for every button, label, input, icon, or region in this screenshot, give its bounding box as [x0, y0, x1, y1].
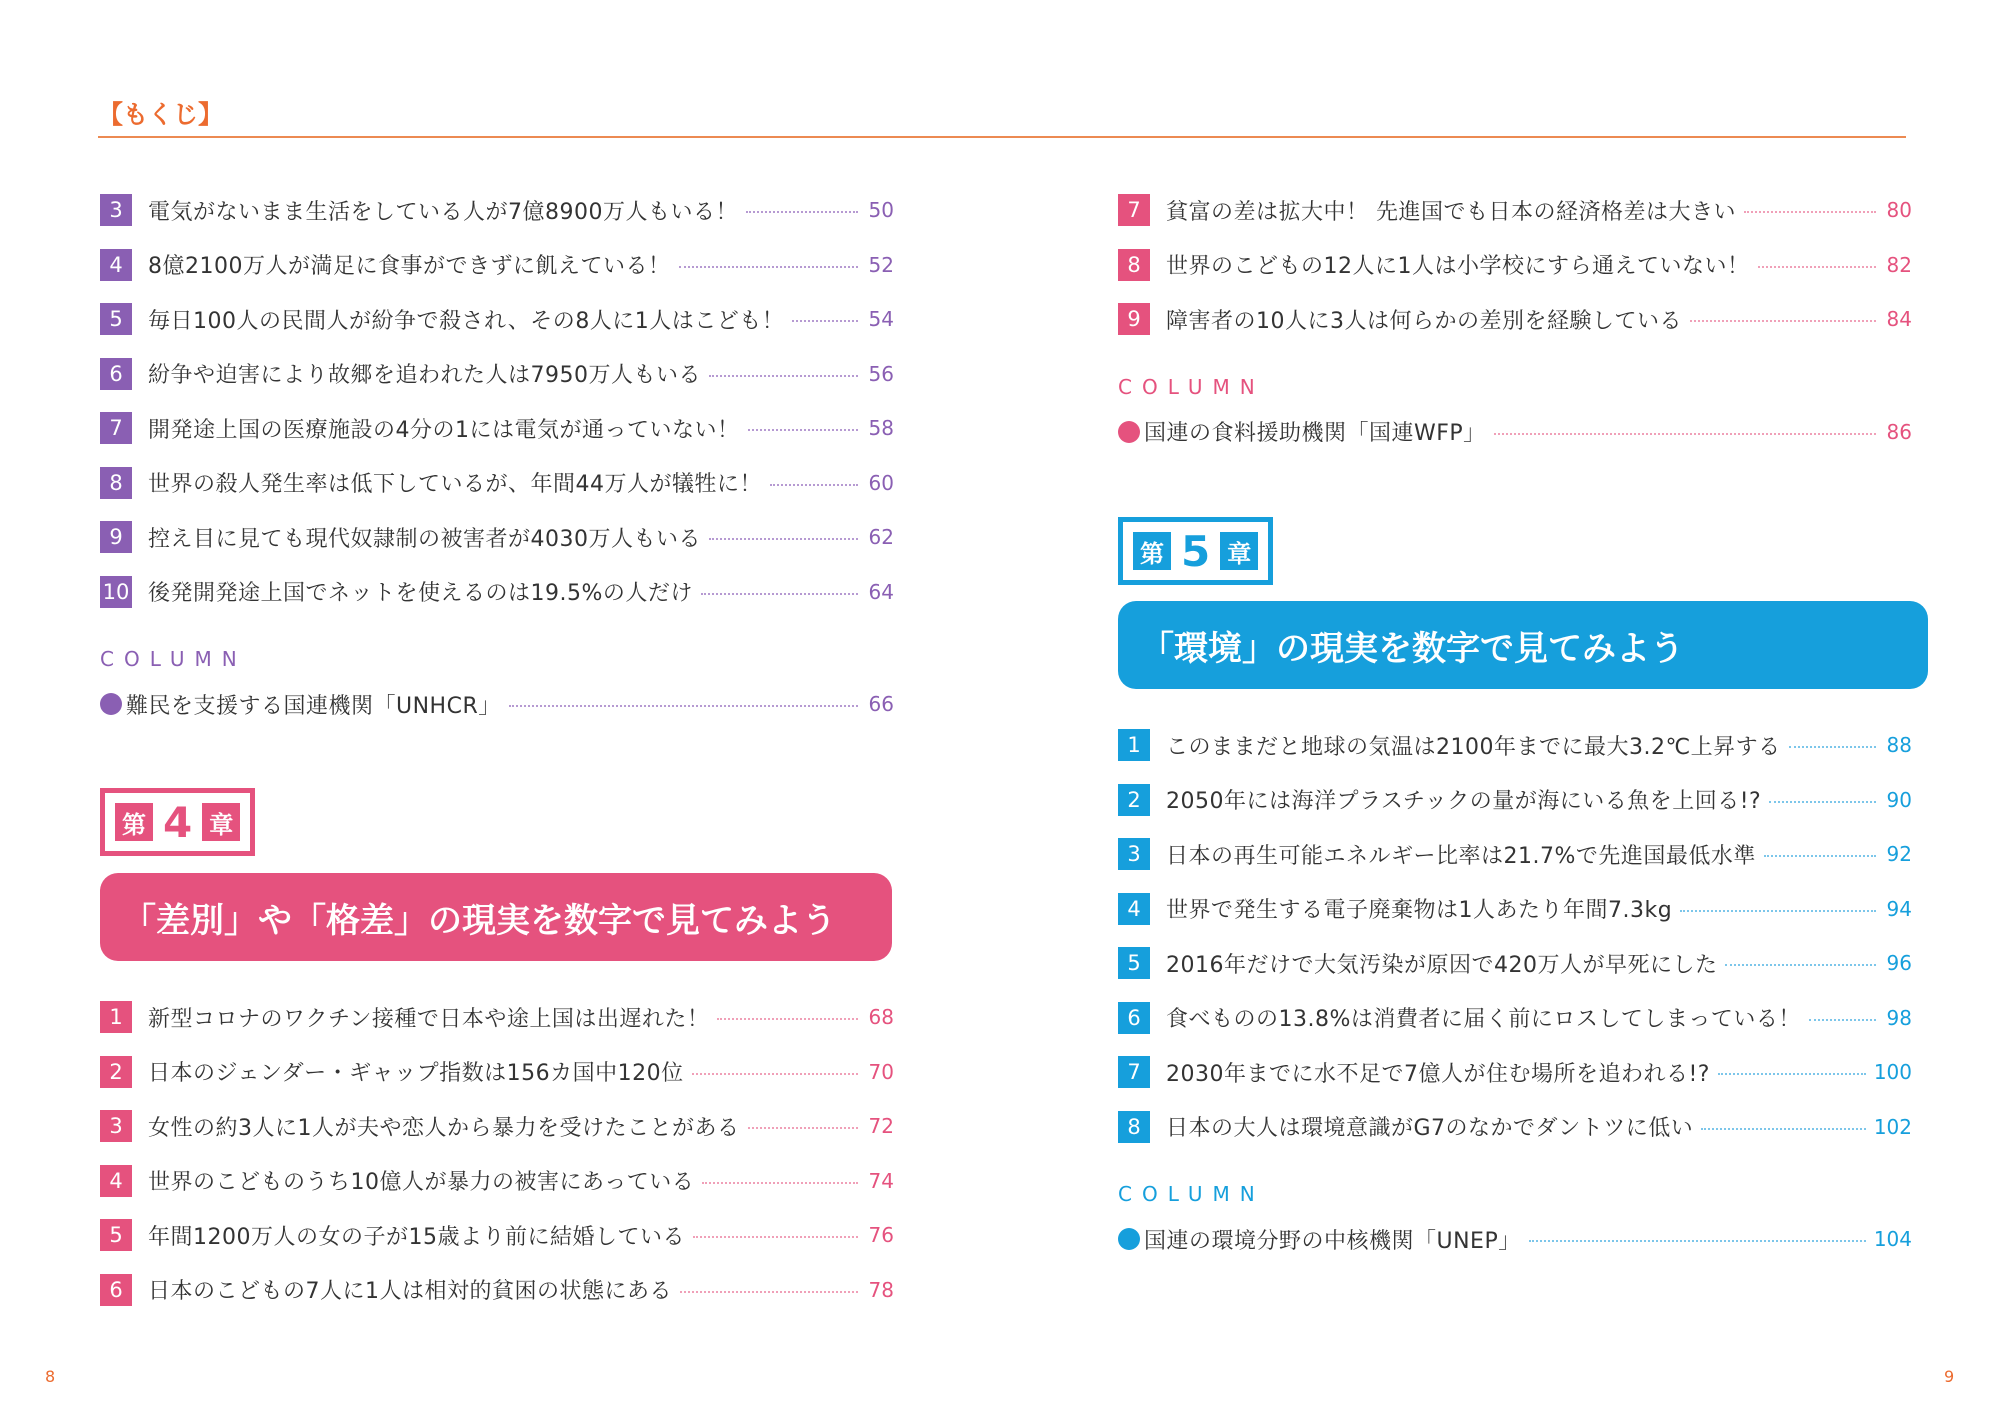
leader-dots [693, 1236, 858, 1238]
entry-number: 7 [1118, 1056, 1150, 1088]
left-page-number: 8 [45, 1367, 56, 1386]
entry-number: 1 [100, 1001, 132, 1033]
entry-number: 10 [100, 576, 132, 608]
entry-page: 88 [1886, 733, 1912, 758]
leader-dots [709, 375, 858, 377]
entry-number: 7 [100, 412, 132, 444]
entry-number: 8 [1118, 1111, 1150, 1143]
entry-page: 68 [868, 1005, 894, 1030]
entry-page: 90 [1886, 787, 1912, 812]
entry-number: 5 [1118, 947, 1150, 979]
chapter5-list [1118, 718, 1912, 1264]
entry-title: 毎日100人の民間人が紛争で殺され、その8人に1人はこども！ [148, 308, 785, 334]
chapter-prefix: 第 [115, 803, 153, 841]
leader-dots [1529, 1240, 1866, 1242]
entry-title: 新型コロナのワクチン接種で日本や途上国は出遅れた！ [148, 1006, 710, 1032]
leader-dots [1744, 211, 1876, 213]
entry-title: このままだと地球の気温は2100年までに最大3.2℃上昇する [1166, 734, 1781, 760]
leader-dots [1494, 433, 1876, 435]
column-page: 86 [1886, 419, 1912, 444]
entry-title: 日本のジェンダー・ギャップ指数は156カ国中120位 [148, 1061, 684, 1087]
entry-number: 6 [1118, 1002, 1150, 1034]
entry-number: 4 [100, 1165, 132, 1197]
chapter-suffix: 章 [1220, 532, 1258, 570]
column-label: COLUMN [1118, 1182, 1265, 1206]
leader-dots [1758, 266, 1877, 268]
entry-title: 開発途上国の医療施設の4分の1には電気が通っていない！ [148, 417, 740, 443]
entry-number: 9 [100, 521, 132, 553]
entry-page: 102 [1873, 1114, 1912, 1139]
entry-title: 世界のこどもの12人に1人は小学校にすら通えていない！ [1166, 254, 1750, 280]
entry-number: 5 [100, 1219, 132, 1251]
column-label: COLUMN [1118, 374, 1265, 399]
entry-title: 障害者の10人に3人は何らかの差別を経験している [1166, 308, 1682, 334]
entry-title: 2050年には海洋プラスチックの量が海にいる魚を上回る!? [1166, 789, 1762, 815]
entry-page: 70 [868, 1059, 894, 1084]
leader-dots [748, 1127, 859, 1129]
toc-entry[interactable] [1118, 991, 1912, 1046]
entry-page: 94 [1886, 896, 1912, 921]
column-title: 国連の食料援助機関「国連WFP」 [1144, 421, 1486, 446]
bullet-dot-icon [1118, 1228, 1140, 1250]
column-label: COLUMN [100, 647, 247, 671]
entry-number: 2 [100, 1056, 132, 1088]
entry-number: 4 [100, 249, 132, 281]
toc-entry[interactable] [100, 183, 894, 238]
leader-dots [1809, 1019, 1876, 1021]
toc-entry[interactable] [1118, 1045, 1912, 1100]
toc-entry[interactable] [1118, 882, 1912, 937]
leader-dots [679, 266, 859, 268]
entry-page: 74 [868, 1168, 894, 1193]
chapter-number: 5 [1181, 526, 1211, 576]
entry-page: 62 [868, 525, 894, 550]
column-entry[interactable] [100, 679, 894, 729]
leader-dots [717, 1018, 858, 1020]
entry-title: 日本のこどもの7人に1人は相対的貧困の状態にある [148, 1279, 672, 1305]
toc-entry[interactable] [1118, 183, 1912, 238]
entry-number: 1 [1118, 729, 1150, 761]
right-page-number: 9 [1944, 1367, 1955, 1386]
entry-page: 54 [868, 307, 894, 332]
leader-dots [1764, 855, 1876, 857]
column-title: 難民を支援する国連機関「UNHCR」 [126, 693, 501, 719]
leader-dots [702, 1182, 858, 1184]
entry-number: 8 [100, 467, 132, 499]
entry-page: 60 [868, 470, 894, 495]
entry-page: 58 [868, 416, 894, 441]
toc-heading: 【もくじ】 [98, 100, 224, 129]
chapter5-title-banner: 「環境」の現実を数字で見てみよう [1118, 601, 1928, 689]
toc-entry[interactable] [1118, 1100, 1912, 1155]
toc-entry[interactable] [100, 1263, 894, 1318]
entry-title: 貧富の差は拡大中！ 先進国でも日本の経済格差は大きい [1166, 199, 1736, 225]
chapter4-continued-list [1118, 183, 1912, 457]
toc-entry[interactable] [1118, 827, 1912, 882]
entry-number: 3 [1118, 838, 1150, 870]
chapter4-title-banner: 「差別」や「格差」の現実を数字で見てみよう [100, 873, 892, 961]
toc-entry[interactable] [1118, 718, 1912, 773]
entry-title: 世界で発生する電子廃棄物は1人あたり年間7.3kg [1166, 898, 1673, 924]
entry-page: 82 [1886, 252, 1912, 277]
column-page: 66 [868, 692, 894, 716]
bullet-dot-icon [1118, 421, 1140, 443]
toc-entry[interactable] [100, 347, 894, 402]
entry-number: 3 [100, 1110, 132, 1142]
column-page: 104 [1873, 1227, 1912, 1251]
entry-number: 7 [1118, 194, 1150, 226]
right-page-column [1118, 183, 1912, 457]
entry-title: 後発開発途上国でネットを使えるのは19.5%の人だけ [148, 581, 693, 607]
entry-page: 64 [868, 579, 894, 604]
leader-dots [509, 705, 858, 707]
toc-entry[interactable] [1118, 773, 1912, 828]
entry-page: 52 [868, 252, 894, 277]
leader-dots [1690, 320, 1876, 322]
leader-dots [1725, 964, 1876, 966]
toc-entry[interactable] [100, 238, 894, 293]
entry-title: 年間1200万人の女の子が15歳より前に結婚している [148, 1224, 685, 1250]
leader-dots [680, 1291, 858, 1293]
chapter4-tag [100, 788, 255, 856]
toc-entry[interactable] [100, 565, 894, 620]
entry-page: 72 [868, 1114, 894, 1139]
toc-entry[interactable] [1118, 238, 1912, 293]
entry-title: 世界のこどものうち10億人が暴力の被害にあっている [148, 1170, 695, 1196]
leader-dots [1769, 801, 1876, 803]
chapter3-continued-list [100, 183, 894, 729]
column-entry[interactable] [1118, 1214, 1912, 1264]
chapter4-list [100, 990, 894, 1317]
leader-dots [701, 593, 858, 595]
entry-title: 8億2100万人が満足に食事ができずに飢えている！ [148, 254, 671, 280]
leader-dots [692, 1073, 858, 1075]
toc-entry[interactable] [100, 510, 894, 565]
entry-number: 6 [100, 1274, 132, 1306]
entry-page: 92 [1886, 842, 1912, 867]
chapter5-tag [1118, 517, 1273, 585]
toc-entry[interactable] [100, 1099, 894, 1154]
leader-dots [792, 320, 858, 322]
leader-dots [1718, 1073, 1866, 1075]
header-divider [98, 136, 1906, 138]
entry-title: 日本の再生可能エネルギー比率は21.7%で先進国最低水準 [1166, 843, 1756, 869]
entry-number: 4 [1118, 893, 1150, 925]
leader-dots [1680, 910, 1876, 912]
toc-entry[interactable] [1118, 292, 1912, 347]
entry-title: 世界の殺人発生率は低下しているが、年間44万人が犠牲に！ [148, 472, 762, 498]
leader-dots [748, 429, 859, 431]
entry-title: 食べものの13.8%は消費者に届く前にロスしてしまっている！ [1166, 1007, 1801, 1033]
chapter-suffix: 章 [202, 803, 240, 841]
entry-page: 56 [868, 361, 894, 386]
leader-dots [746, 211, 858, 213]
entry-title: 電気がないまま生活をしている人が7億8900万人もいる！ [148, 199, 738, 225]
entry-title: 女性の約3人に1人が夫や恋人から暴力を受けたことがある [148, 1115, 740, 1141]
entry-title: 日本の大人は環境意識がG7のなかでダントツに低い [1166, 1116, 1694, 1142]
entry-title: 2016年だけで大気汚染が原因で420万人が早死にした [1166, 952, 1718, 978]
toc-entry[interactable] [100, 292, 894, 347]
entry-page: 96 [1886, 951, 1912, 976]
entry-page: 98 [1886, 1005, 1912, 1030]
entry-page: 100 [1873, 1060, 1912, 1085]
chapter-prefix: 第 [1133, 532, 1171, 570]
entry-title: 2030年までに水不足で7億人が住む場所を追われる!? [1166, 1061, 1710, 1087]
entry-page: 80 [1886, 198, 1912, 223]
entry-page: 50 [868, 198, 894, 223]
entry-number: 5 [100, 303, 132, 335]
entry-number: 8 [1118, 249, 1150, 281]
left-page-column [100, 183, 894, 729]
entry-number: 3 [100, 194, 132, 226]
entry-number: 6 [100, 358, 132, 390]
column-title: 国連の環境分野の中核機関「UNEP」 [1144, 1228, 1521, 1254]
toc-entry[interactable] [100, 401, 894, 456]
toc-entry[interactable] [100, 990, 894, 1045]
leader-dots [709, 538, 858, 540]
entry-title: 控え目に見ても現代奴隷制の被害者が4030万人もいる [148, 526, 701, 552]
column-entry[interactable] [1118, 407, 1912, 457]
leader-dots [1701, 1128, 1866, 1130]
toc-entry[interactable] [100, 1154, 894, 1209]
entry-page: 84 [1886, 307, 1912, 332]
toc-entry[interactable] [1118, 936, 1912, 991]
bullet-dot-icon [100, 693, 122, 715]
toc-entry[interactable] [100, 456, 894, 511]
toc-entry[interactable] [100, 1208, 894, 1263]
entry-page: 76 [868, 1223, 894, 1248]
entry-number: 2 [1118, 784, 1150, 816]
leader-dots [1789, 746, 1876, 748]
leader-dots [770, 484, 858, 486]
entry-number: 9 [1118, 303, 1150, 335]
entry-title: 紛争や迫害により故郷を追われた人は7950万人もいる [148, 363, 701, 389]
toc-entry[interactable] [100, 1045, 894, 1100]
chapter-number: 4 [163, 797, 193, 847]
entry-page: 78 [868, 1277, 894, 1302]
